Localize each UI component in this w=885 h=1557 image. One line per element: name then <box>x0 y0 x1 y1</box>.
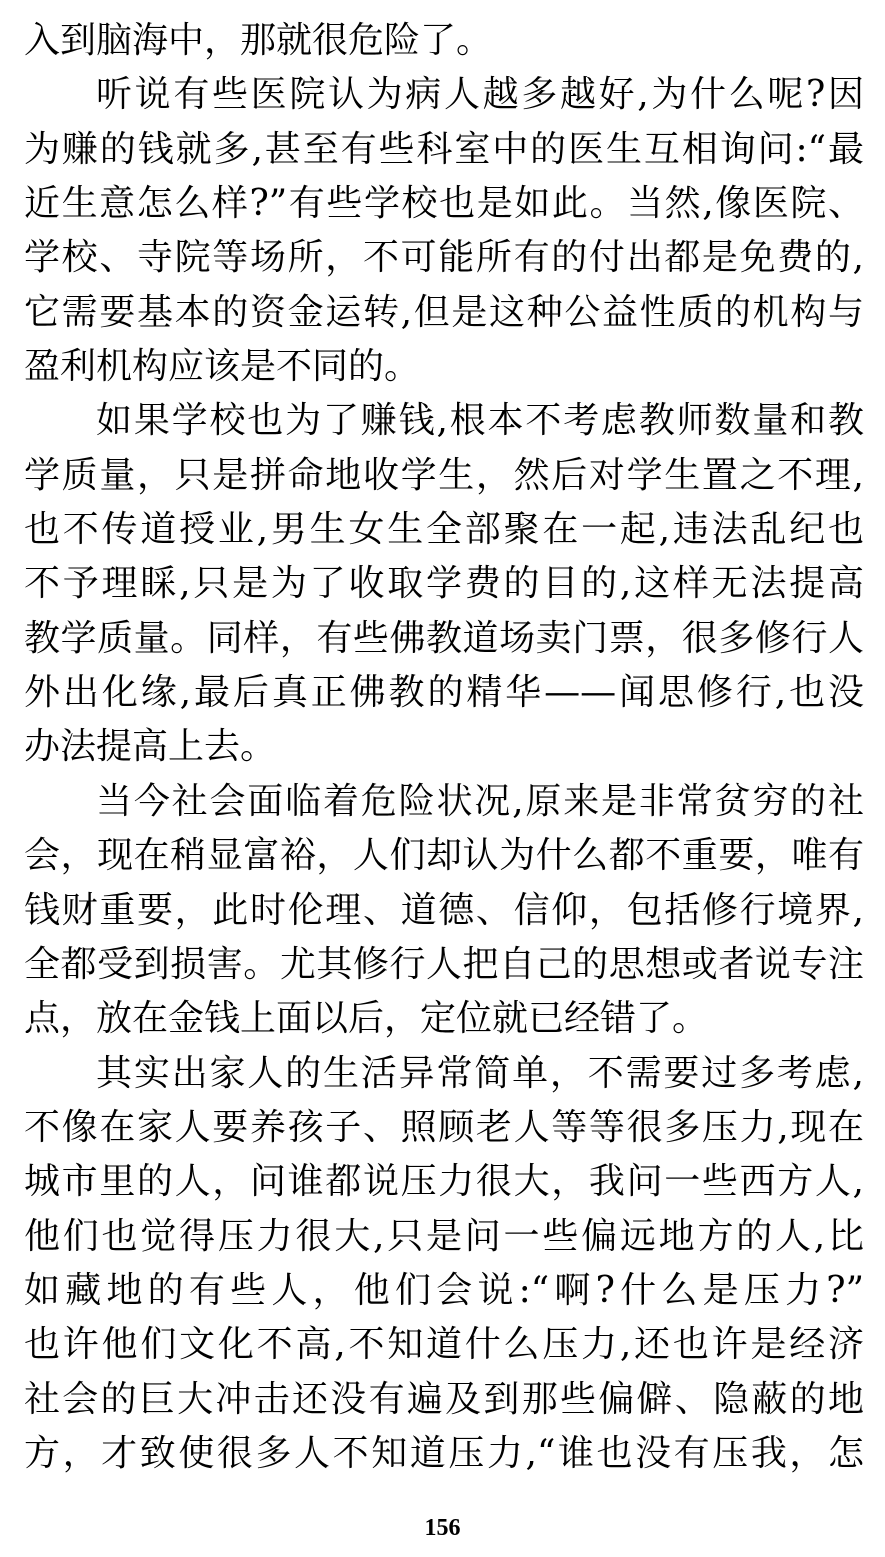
page-number: 156 <box>424 1515 461 1541</box>
text-line: 社会的巨大冲击还没有遍及到那些偏僻、隐蔽的地 <box>24 1378 864 1420</box>
text-line: 他们也觉得压力很大,只是问一些偏远地方的人,比 <box>24 1215 864 1257</box>
text-line: 钱财重要，此时伦理、道德、信仰，包括修行境界, <box>24 889 864 931</box>
text-line: 近生意怎么样?”有些学校也是如此。当然,像医院、 <box>24 183 864 225</box>
text-line: 也不传道授业,男生女生全部聚在一起,违法乱纪也 <box>24 509 864 551</box>
text-line: 不像在家人要养孩子、照顾老人等等很多压力,现在 <box>24 1106 864 1148</box>
text-line: 为赚的钱就多,甚至有些科室中的医生互相询问:“最 <box>24 128 864 170</box>
text-line: 如果学校也为了赚钱,根本不考虑教师数量和教 <box>96 400 864 442</box>
text-line: 不予理睬,只是为了收取学费的目的,这样无法提高 <box>24 563 864 605</box>
text-line: 入到脑海中，那就很危险了。 <box>24 20 493 61</box>
text-line: 学质量，只是拼命地收学生，然后对学生置之不理, <box>24 454 864 496</box>
text-line: 会，现在稍显富裕，人们却认为什么都不重要，唯有 <box>24 835 864 877</box>
body-text <box>24 14 864 1481</box>
text-line: 办法提高上去。 <box>24 726 277 768</box>
text-line: 全都受到损害。尤其修行人把自己的思想或者说专注 <box>24 943 864 985</box>
text-line: 也许他们文化不高,不知道什么压力,还也许是经济 <box>24 1324 864 1366</box>
text-line: 外出化缘,最后真正佛教的精华——闻思修行,也没 <box>24 672 864 714</box>
text-line: 盈利机构应该是不同的。 <box>24 346 421 388</box>
text-line: 城市里的人，问谁都说压力很大，我问一些西方人, <box>24 1161 864 1203</box>
text-line: 听说有些医院认为病人越多越好,为什么呢?因 <box>96 74 864 116</box>
text-line: 方，才致使很多人不知道压力,“谁也没有压我，怎 <box>24 1432 864 1474</box>
text-line: 其实出家人的生活异常简单，不需要过多考虑, <box>96 1052 864 1094</box>
text-line: 教学质量。同样，有些佛教道场卖门票，很多修行人 <box>24 617 864 659</box>
text-line: 点，放在金钱上面以后，定位就已经错了。 <box>24 998 709 1040</box>
text-line: 如藏地的有些人，他们会说:“啊?什么是压力?” <box>24 1269 864 1311</box>
text-line: 学校、寺院等场所，不可能所有的付出都是免费的, <box>24 237 864 279</box>
text-line: 它需要基本的资金运转,但是这种公益性质的机构与 <box>24 291 864 333</box>
text-line: 当今社会面临着危险状况,原来是非常贫穷的社 <box>96 780 864 822</box>
